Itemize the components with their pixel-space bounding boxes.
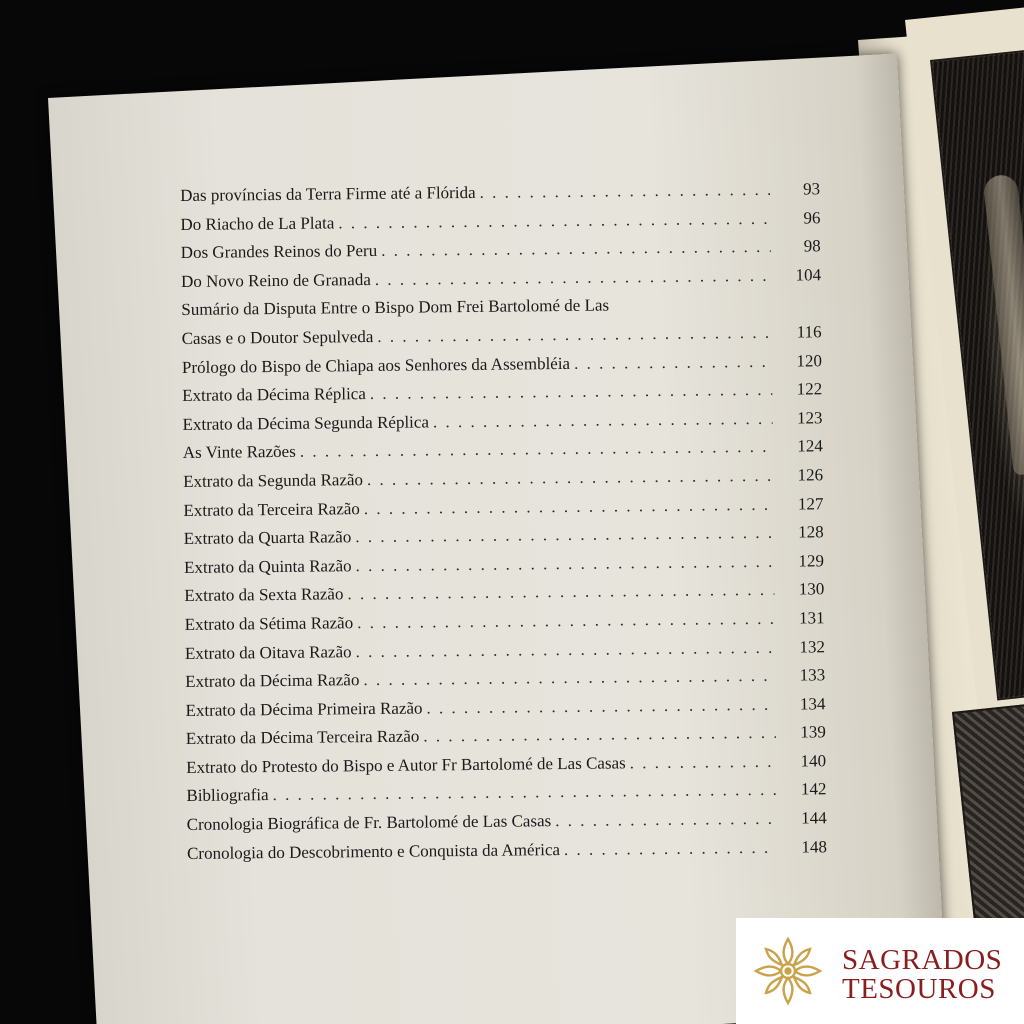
toc-entry-page-number: 98 [803,236,821,256]
toc-entry-title: Extrato da Décima Razão [185,670,360,692]
toc-entry-page-number: 116 [796,322,822,342]
watermark-logo [736,918,1024,1024]
toc-entry-page-number: 120 [796,350,823,371]
toc-entry-page-number: 128 [798,522,824,542]
dot-leader [423,719,776,751]
toc-entry-title: Prólogo do Bispo de Chiapa aos Senhores da Assembléia [181,353,571,377]
toc-entry-title: Extrato da Terceira Razão [183,498,360,520]
toc-entry-page-number: 132 [799,636,825,657]
toc-entry-page-number: 142 [800,779,827,799]
toc-entry-title: Casas e o Doutor Sepulveda [181,326,374,348]
toc-entry-title: Extrato da Quinta Razão [183,555,352,577]
toc-entry-page-number: 129 [798,550,825,571]
dot-leader [364,490,774,523]
toc-entry-page-number: 127 [797,493,824,514]
dot-leader [338,204,770,237]
dot-leader [370,376,773,409]
dot-leader [574,347,772,378]
toc-entry-title: Cronologia do Descobrimento e Conquista da América [186,839,561,863]
dot-leader [479,176,770,208]
toc-entry-title: Extrato da Oitava Razão [184,641,352,663]
toc-entry-page-number: 104 [795,265,822,285]
dot-leader [426,690,775,722]
toc-entry-page-number: 126 [797,465,824,485]
toc-entry-title: Extrato da Segunda Razão [183,470,364,491]
toc-entry-page-number: 93 [803,179,821,199]
toc-entry-title: Extrato da Sétima Razão [184,613,354,634]
toc-entry-page-number: 139 [800,722,826,742]
toc-entry-page-number: 131 [798,608,825,628]
toc-entry-page-number: 134 [799,693,826,714]
toc-entry-page-number: 130 [798,579,825,599]
toc-entry-title: Dos Grandes Reinos do Peru [180,241,378,263]
toc-entry-title: Das províncias da Terra Firme até a Flórida [180,182,476,205]
dot-leader [564,833,777,864]
toc-entry-title: Extrato do Protesto do Bispo e Autor Fr Bartolomé de Las Casas [186,753,626,777]
toc-entry-title: Extrato da Sexta Razão [184,584,344,606]
toc-entry-page-number: 123 [796,408,823,428]
toc-entry-title: Do Riacho de La Plata [180,212,335,234]
brand-name [842,946,1002,1004]
dot-leader [355,633,775,666]
toc-entry-title: Cronologia Biográfica de Fr. Bartolomé de Las Casas [186,811,552,835]
dot-leader [367,462,773,495]
toc-entry-page-number: 148 [801,836,828,857]
dot-leader [555,805,777,836]
dot-leader [433,405,773,437]
toc-entry-page-number: 144 [801,808,827,828]
toc-entry-title: As Vinte Razões [182,442,296,463]
brand-line-2: TESOUROS [842,973,996,1005]
brand-line-1: SAGRADOS [842,944,1003,976]
toc-entry-title: Extrato da Décima Segunda Réplica [182,412,430,434]
toc-entry-title: Extrato da Décima Primeira Razão [185,698,423,720]
toc-entry-page-number: 133 [799,665,826,685]
toc-entry-title-line1: Sumário da Disputa Entre o Bispo Dom Frei Bartolomé de Las [181,295,610,320]
ornamental-cross-emblem-icon [752,935,824,1007]
dot-leader [355,548,774,581]
dot-leader [355,519,774,552]
toc-entry-page-number: 140 [800,751,827,771]
toc-entry-title: Extrato da Décima Réplica [182,384,366,406]
dot-leader [357,605,775,638]
toc-entry-page-number: 96 [803,207,821,228]
dot-leader [381,233,771,266]
toc-entry-title: Bibliografia [186,785,269,806]
table-of-contents [180,175,827,868]
toc-entry-title: Extrato da Quarta Razão [183,527,352,549]
dot-leader [363,662,775,695]
toc-entry-title: Extrato da Décima Terceira Razão [185,726,420,749]
dot-leader [377,319,772,352]
dot-leader [630,748,777,778]
dot-leader [375,262,771,295]
toc-entry-title: Do Novo Reino de Granada [180,269,371,291]
toc-entry-page-number: 122 [796,379,823,399]
dot-leader [347,576,774,609]
toc-entry-page-number: 124 [797,436,823,456]
